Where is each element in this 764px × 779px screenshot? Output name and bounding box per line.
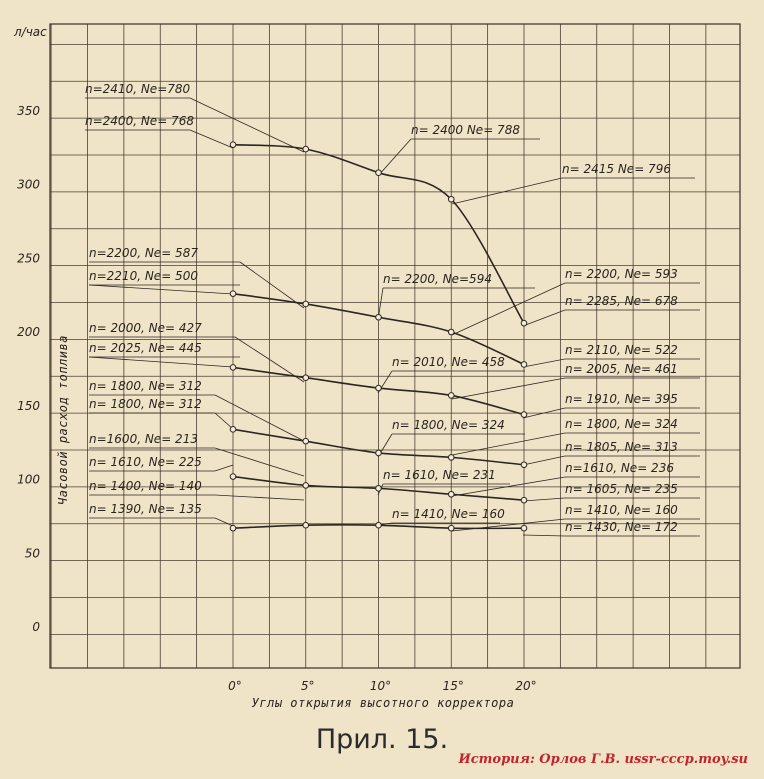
annotation-label: n= 1610, Nе= 225 [89, 455, 202, 469]
data-point [303, 301, 309, 307]
annotation-leader [452, 433, 565, 455]
annotation-leader [89, 285, 233, 294]
data-point [230, 142, 236, 148]
data-point [303, 522, 309, 528]
annotation-leader [215, 448, 304, 476]
annotation-leader [523, 359, 565, 367]
y-axis-title: Часовой расход топлива [56, 335, 70, 505]
annotation-leader [190, 98, 304, 152]
x-axis-title: Углы открытия высотного корректора [251, 696, 515, 710]
data-point [303, 375, 309, 381]
y-tick-label: 250 [17, 251, 40, 266]
annotation-label: n= 1800, Nе= 324 [392, 418, 505, 432]
data-point [376, 170, 382, 176]
annotation-label: n=2200, Nе= 587 [89, 246, 198, 260]
y-tick-label: 150 [17, 398, 40, 413]
annotation-label: n= 2285, Nе= 678 [565, 294, 678, 308]
annotation-leader [452, 283, 565, 335]
annotation-leader [215, 495, 304, 500]
annotation-leader [523, 498, 565, 501]
y-tick-label: 200 [17, 325, 40, 339]
annotation-leader [240, 262, 304, 308]
annotation-leader [523, 535, 565, 536]
data-point [448, 455, 454, 461]
data-point [521, 320, 527, 326]
annotation-label: n= 1605, Nе= 235 [565, 482, 678, 496]
annotation-label: n= 2005, Nе= 461 [565, 362, 678, 376]
y-tick-label: 0 [32, 620, 40, 634]
annotation-label: n= 2025, Nе= 445 [89, 341, 202, 355]
data-point [448, 393, 454, 399]
figure-caption: Прил. 15. [315, 724, 449, 755]
data-point [448, 525, 454, 531]
annotation-label: n= 2000, Nе= 427 [89, 321, 202, 335]
annotation-label: n= 1390, Nе= 135 [89, 502, 202, 516]
data-point [521, 462, 527, 468]
data-point [303, 146, 309, 152]
annotation-label: n=1610, Nе= 236 [565, 461, 674, 475]
data-point [521, 525, 527, 531]
data-point [376, 522, 382, 528]
data-point [230, 474, 236, 480]
annotation-label: n= 1430, Nе= 172 [565, 520, 678, 534]
annotation-label: n= 1410, Nе= 160 [392, 507, 505, 521]
y-unit-label: л/час [14, 25, 47, 39]
data-point [230, 525, 236, 531]
data-point [376, 450, 382, 456]
annotation-label: n= 2400 Nе= 788 [411, 123, 520, 137]
data-point [376, 486, 382, 492]
annotation-leader [523, 456, 565, 465]
x-tick-label: 0° [228, 679, 242, 693]
annotation-leader [89, 357, 233, 367]
y-tick-label: 50 [24, 546, 40, 561]
y-tick-label: 100 [17, 472, 40, 487]
x-tick-label: 15° [442, 679, 464, 693]
annotation-leader [378, 139, 411, 176]
annotation-label: n= 1910, Nе= 395 [565, 392, 678, 406]
data-point [448, 329, 454, 335]
annotation-leader [215, 518, 233, 526]
annotation-label: n= 2010, Nе= 458 [392, 355, 505, 369]
watermark-text: История: Орлов Г.В. ussr-cccp.moy.su [458, 752, 748, 767]
annotation-leader [452, 378, 565, 399]
data-point [230, 291, 236, 297]
annotation-leader [215, 465, 233, 471]
annotation-label: n=2400, Nе= 768 [85, 114, 194, 128]
data-point [448, 196, 454, 202]
annotation-label: n= 1400, Nе= 140 [89, 479, 202, 493]
data-point [521, 362, 527, 368]
annotation-leader [215, 413, 233, 429]
annotation-leader [452, 178, 562, 204]
annotation-label: n= 1610, Nе= 231 [383, 468, 496, 482]
annotation-label: n= 2415 Nе= 796 [562, 162, 671, 176]
data-point [303, 483, 309, 489]
x-tick-label: 5° [300, 679, 315, 693]
chart-labels [13, 25, 678, 710]
annotation-label: n= 1800, Nе= 324 [565, 417, 678, 431]
data-point [448, 491, 454, 497]
annotation-label: n= 2110, Nе= 522 [565, 343, 678, 357]
annotation-label: n= 2200, Nе=594 [383, 272, 492, 286]
y-tick-label: 350 [17, 103, 40, 118]
data-point [230, 427, 236, 433]
annotation-label: n=1600, Nе= 213 [89, 432, 198, 446]
annotation-label: n=2410, Nе=780 [85, 82, 191, 96]
annotation-leader [523, 310, 565, 326]
annotation-label: n= 1410, Nе= 160 [565, 503, 678, 517]
annotation-label: n=2210, Nе= 500 [89, 269, 198, 283]
data-point [230, 365, 236, 371]
annotation-label: n= 1800, Nе= 312 [89, 379, 202, 393]
y-tick-label: 300 [17, 177, 40, 192]
data-point [521, 497, 527, 503]
annotation-label: n= 1800, Nе= 312 [89, 397, 202, 411]
x-tick-label: 20° [515, 679, 537, 693]
annotation-label: n= 2200, Nе= 593 [565, 267, 678, 281]
data-point [376, 314, 382, 320]
annotation-label: n= 1805, Nе= 313 [565, 440, 678, 454]
x-tick-label: 10° [369, 679, 392, 693]
data-point [521, 412, 527, 418]
data-point [376, 385, 382, 391]
data-point [303, 438, 309, 444]
